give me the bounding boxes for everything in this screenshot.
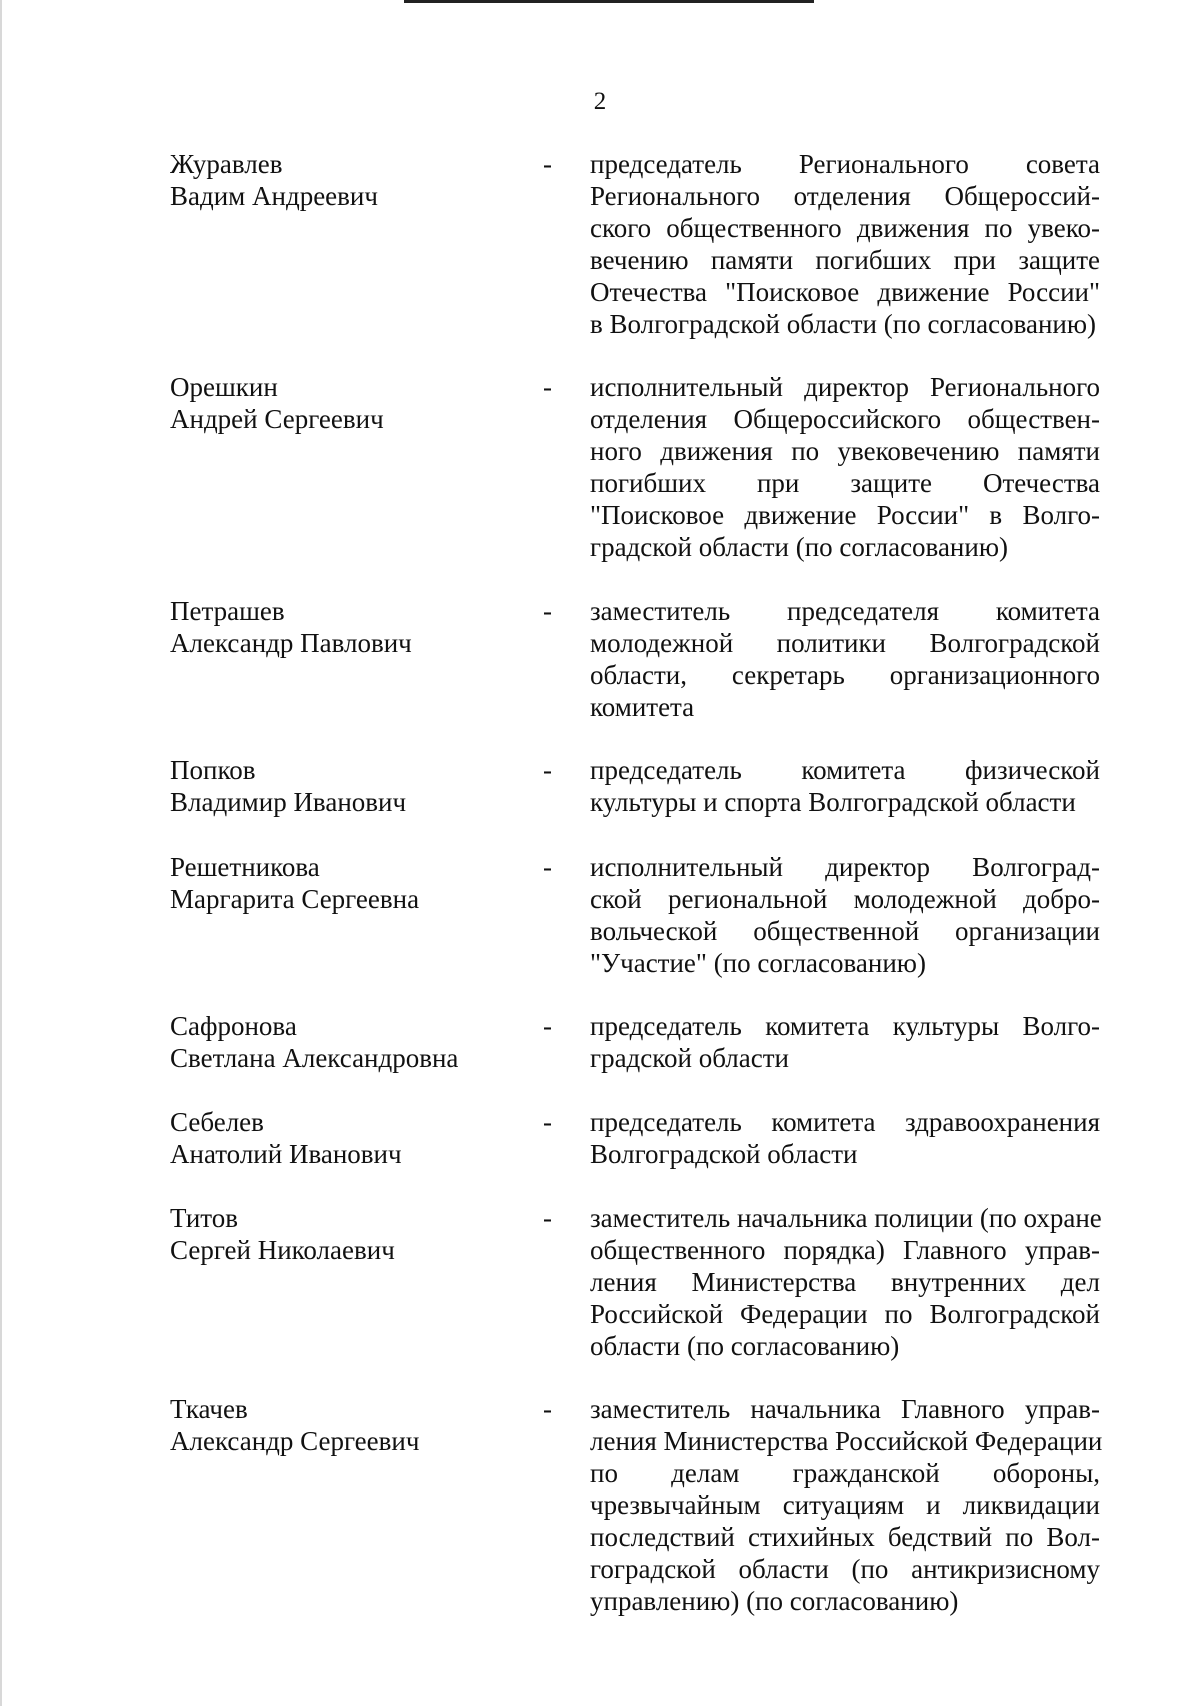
- position-line: Отечества "Поисковое движение России": [590, 277, 1100, 307]
- member-position: [590, 371, 1100, 563]
- position-line: ления Министерства Российской Федерации: [590, 1426, 1103, 1456]
- member-given-names: Светлана Александровна: [170, 1043, 459, 1073]
- position-line: по делам гражданской обороны,: [590, 1458, 1100, 1488]
- member-surname: Журавлев: [170, 149, 283, 179]
- member-surname: Титов: [170, 1203, 238, 1233]
- member-given-names: Маргарита Сергеевна: [170, 884, 420, 914]
- member-name: [170, 371, 550, 435]
- member-name: [170, 1010, 550, 1074]
- member-surname: Себелев: [170, 1107, 264, 1137]
- member-position: [590, 851, 1100, 979]
- member-name: [170, 851, 550, 915]
- member-surname: Попков: [170, 755, 256, 785]
- position-line: ской региональной молодежной добро-: [590, 884, 1100, 914]
- position-line: гоградской области (по антикризисному: [590, 1554, 1100, 1584]
- position-line: "Поисковое движение России" в Волго-: [590, 500, 1100, 530]
- position-line: председатель комитета здравоохранения: [590, 1107, 1100, 1137]
- member-name: [170, 595, 550, 659]
- position-line: ского общественного движения по увеко-: [590, 213, 1100, 243]
- scan-edge-top: [404, 0, 814, 3]
- separator-dash: -: [543, 1107, 552, 1137]
- separator-dash: -: [543, 149, 552, 179]
- member-given-names: Анатолий Иванович: [170, 1139, 402, 1169]
- separator-dash: -: [543, 1203, 552, 1233]
- position-line: чрезвычайным ситуациям и ликвидации: [590, 1490, 1100, 1520]
- position-line: председатель Регионального совета: [590, 149, 1100, 179]
- separator-dash: -: [543, 1394, 552, 1424]
- member-name: [170, 1202, 550, 1266]
- position-line: заместитель председателя комитета: [590, 596, 1100, 626]
- member-given-names: Александр Сергеевич: [170, 1426, 420, 1456]
- position-line: области, секретарь организационного: [590, 660, 1100, 690]
- position-line: заместитель начальника полиции (по охране: [590, 1203, 1102, 1233]
- member-surname: Орешкин: [170, 372, 278, 402]
- position-line: ного движения по увековечению памяти: [590, 436, 1100, 466]
- member-position: [590, 1202, 1100, 1362]
- member-given-names: Владимир Иванович: [170, 787, 407, 817]
- position-line: градской области (по согласованию): [590, 532, 1008, 562]
- position-line: "Участие" (по согласованию): [590, 948, 926, 978]
- position-line: области (по согласованию): [590, 1331, 900, 1361]
- position-line: заместитель начальника Главного управ-: [590, 1394, 1100, 1424]
- member-name: [170, 1106, 550, 1170]
- position-line: общественного порядка) Главного управ-: [590, 1235, 1100, 1265]
- member-name: [170, 1393, 550, 1457]
- position-line: Регионального отделения Общероссий-: [590, 181, 1100, 211]
- separator-dash: -: [543, 596, 552, 626]
- position-line: градской области: [590, 1043, 789, 1073]
- member-position: [590, 754, 1100, 818]
- member-position: [590, 148, 1100, 340]
- position-line: комитета: [590, 692, 695, 722]
- position-line: отделения Общероссийского обществен-: [590, 404, 1100, 434]
- position-line: молодежной политики Волгоградской: [590, 628, 1100, 658]
- position-line: погибших при защите Отечества: [590, 468, 1100, 498]
- position-line: исполнительный директор Регионального: [590, 372, 1100, 402]
- member-given-names: Вадим Андреевич: [170, 181, 378, 211]
- member-position: [590, 1010, 1100, 1074]
- member-position: [590, 1106, 1100, 1170]
- member-surname: Сафронова: [170, 1011, 297, 1041]
- separator-dash: -: [543, 852, 552, 882]
- position-line: последствий стихийных бедствий по Вол-: [590, 1522, 1100, 1552]
- position-line: ления Министерства внутренних дел: [590, 1267, 1100, 1297]
- position-line: председатель комитета физической: [590, 755, 1100, 785]
- position-line: вольческой общественной организации: [590, 916, 1100, 946]
- separator-dash: -: [543, 755, 552, 785]
- scan-edge-left: [0, 0, 2, 1706]
- member-surname: Петрашев: [170, 596, 285, 626]
- position-line: в Волгоградской области (по согласованию): [590, 309, 1097, 339]
- position-line: Волгоградской области: [590, 1139, 858, 1169]
- member-name: [170, 148, 550, 212]
- member-given-names: Сергей Николаевич: [170, 1235, 395, 1265]
- member-surname: Ткачев: [170, 1394, 248, 1424]
- separator-dash: -: [543, 1011, 552, 1041]
- member-given-names: Александр Павлович: [170, 628, 412, 658]
- position-line: Российской Федерации по Волгоградской: [590, 1299, 1100, 1329]
- member-position: [590, 595, 1100, 723]
- member-surname: Решетникова: [170, 852, 320, 882]
- member-position: [590, 1393, 1103, 1617]
- page-number: 2: [593, 88, 607, 115]
- position-line: управлению) (по согласованию): [590, 1586, 959, 1616]
- position-line: председатель комитета культуры Волго-: [590, 1011, 1100, 1041]
- member-given-names: Андрей Сергеевич: [170, 404, 384, 434]
- member-name: [170, 754, 550, 818]
- position-line: вечению памяти погибших при защите: [590, 245, 1100, 275]
- position-line: культуры и спорта Волгоградской области: [590, 787, 1076, 817]
- separator-dash: -: [543, 372, 552, 402]
- position-line: исполнительный директор Волгоград-: [590, 852, 1100, 882]
